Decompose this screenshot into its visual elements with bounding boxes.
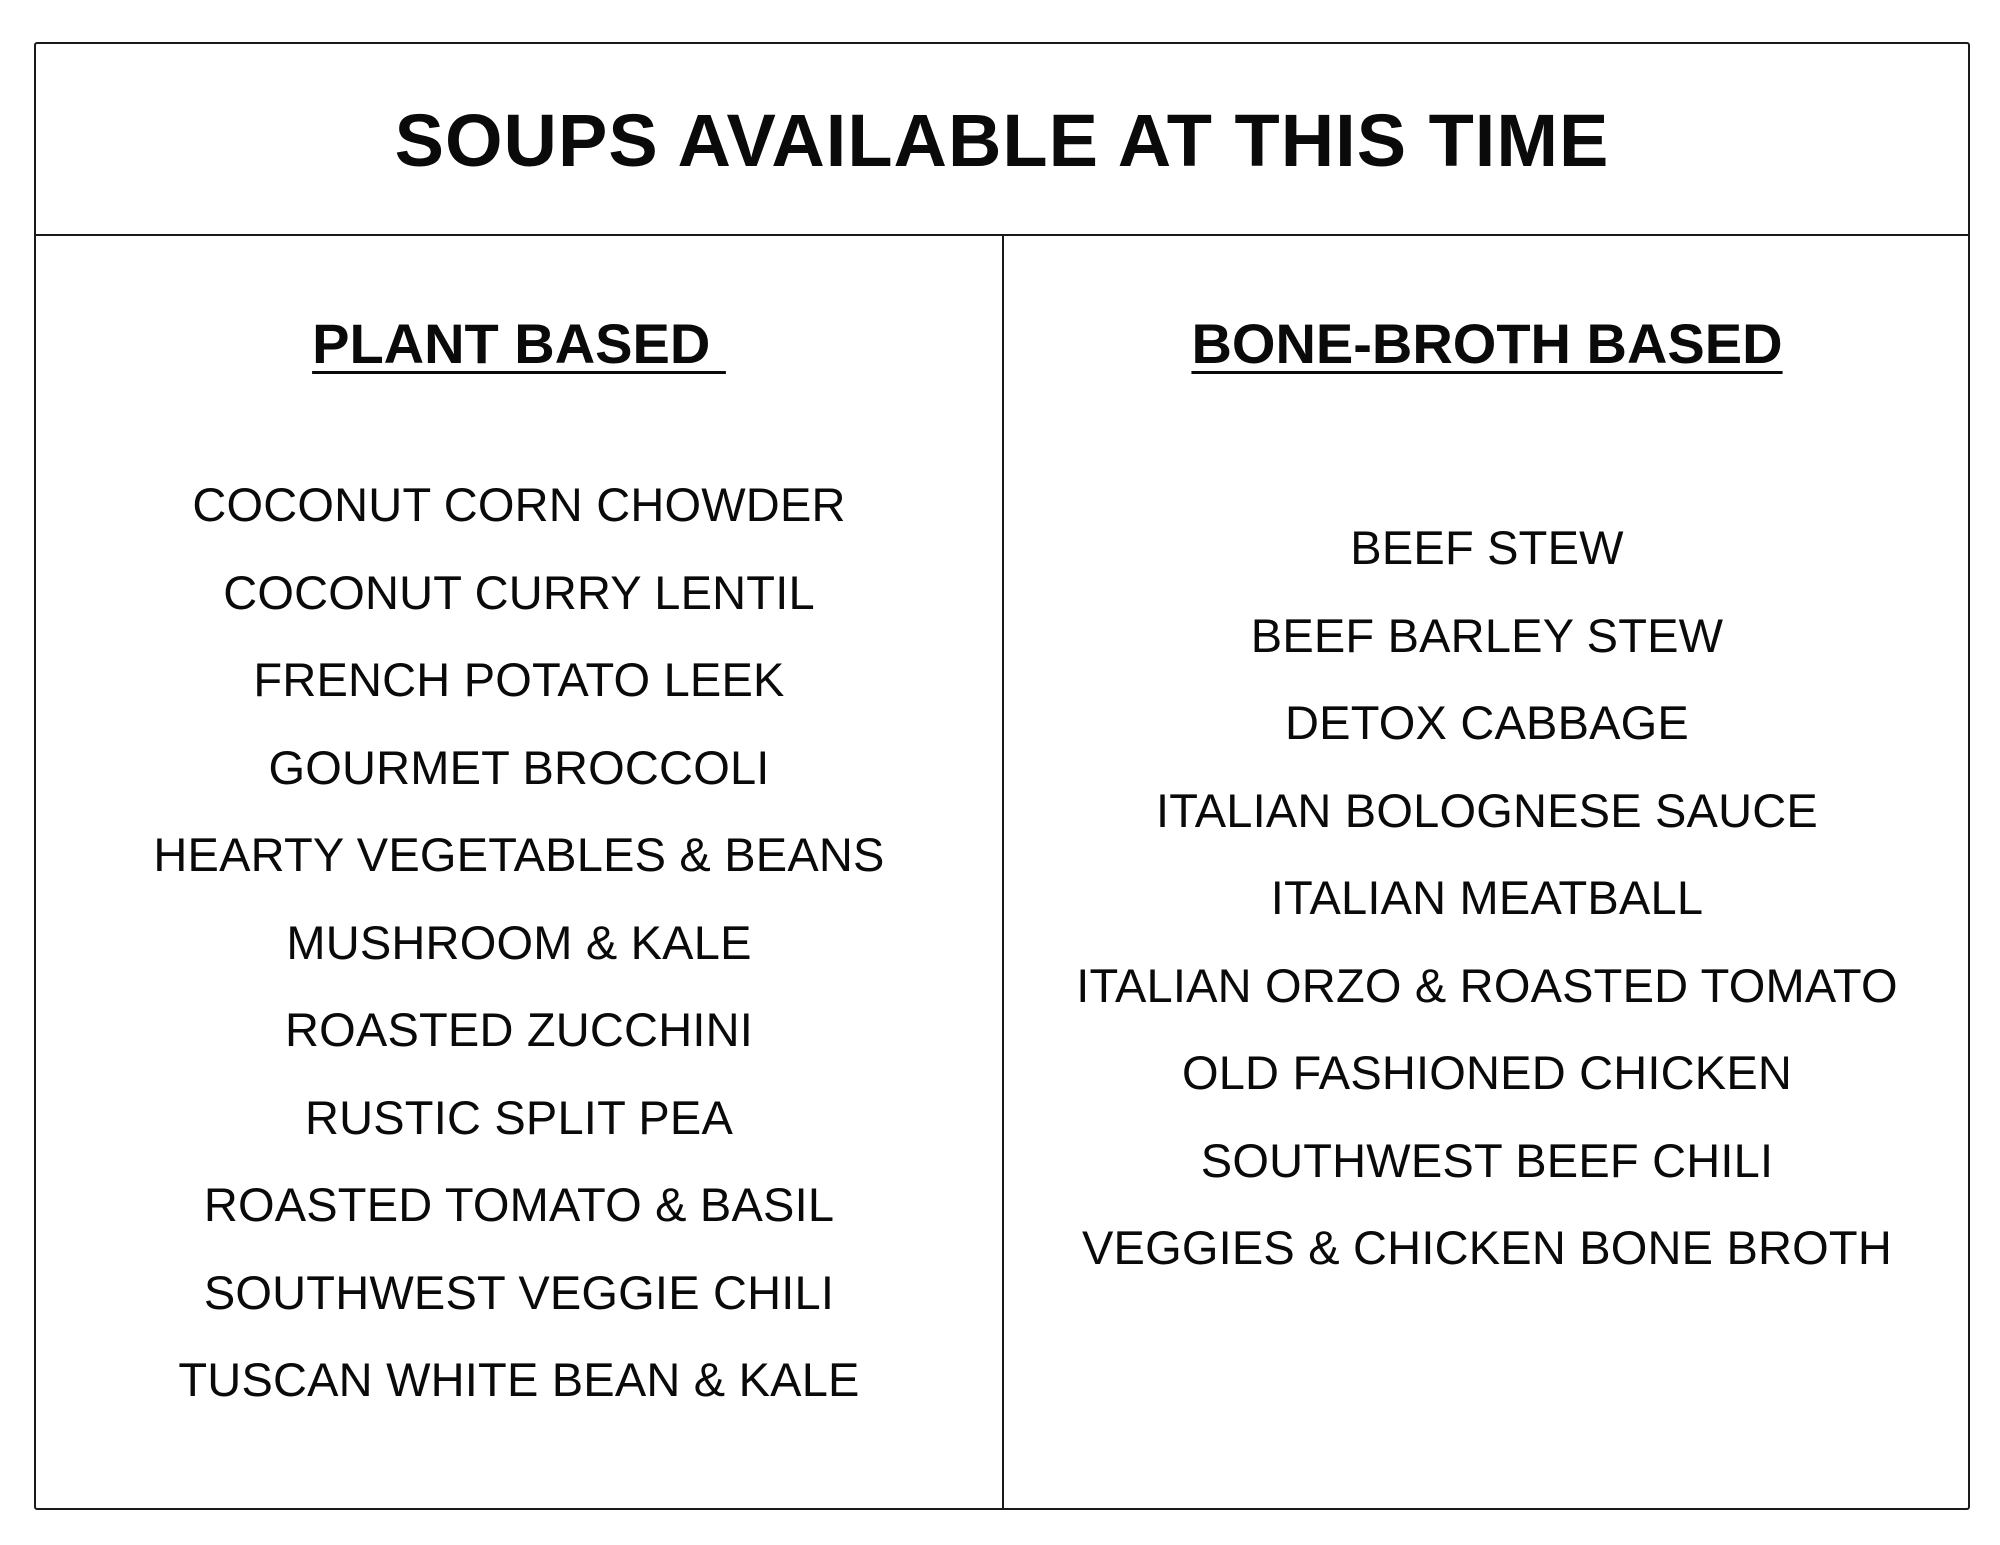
soup-item: ITALIAN ORZO & ROASTED TOMATO (1076, 958, 1898, 1012)
soup-item: FRENCH POTATO LEEK (253, 653, 785, 706)
soup-item: TUSCAN WHITE BEAN & KALE (178, 1353, 860, 1406)
soup-item: ROASTED TOMATO & BASIL (203, 1178, 835, 1231)
soup-item: VEGGIES & CHICKEN BONE BROTH (1082, 1221, 1892, 1274)
soup-item: BEEF BARLEY STEW (1250, 608, 1724, 662)
soup-item: OLD FASHIONED CHICKEN (1181, 1046, 1793, 1099)
bone-broth-list (1004, 504, 1970, 1292)
bone-broth-heading: BONE-BROTH BASED (1191, 312, 1783, 375)
plant-based-column (36, 236, 1002, 1510)
soup-item: ROASTED ZUCCHINI (285, 1003, 753, 1056)
soup-item: ITALIAN BOLOGNESE SAUCE (1156, 783, 1818, 837)
plant-based-heading: PLANT BASED (312, 312, 726, 375)
soup-item: DETOX CABBAGE (1285, 696, 1689, 749)
soup-item: BEEF STEW (1350, 521, 1624, 574)
soup-item: COCONUT CURRY LENTIL (223, 565, 815, 619)
plant-based-list (36, 461, 1002, 1424)
soup-item: MUSHROOM & KALE (286, 915, 752, 969)
soup-item: SOUTHWEST VEGGIE CHILI (203, 1265, 835, 1319)
soup-item: HEARTY VEGETABLES & BEANS (153, 828, 885, 881)
page-title: SOUPS AVAILABLE AT THIS TIME (394, 98, 1610, 182)
soup-item: RUSTIC SPLIT PEA (304, 1090, 734, 1144)
title-row (36, 44, 1968, 236)
soup-item: GOURMET BROCCOLI (268, 740, 770, 794)
soup-menu-table (34, 42, 1970, 1510)
soup-item: COCONUT CORN CHOWDER (192, 478, 846, 531)
bone-broth-column (1004, 236, 1970, 1510)
soup-item: SOUTHWEST BEEF CHILI (1200, 1133, 1774, 1187)
soup-item: ITALIAN MEATBALL (1270, 871, 1704, 924)
